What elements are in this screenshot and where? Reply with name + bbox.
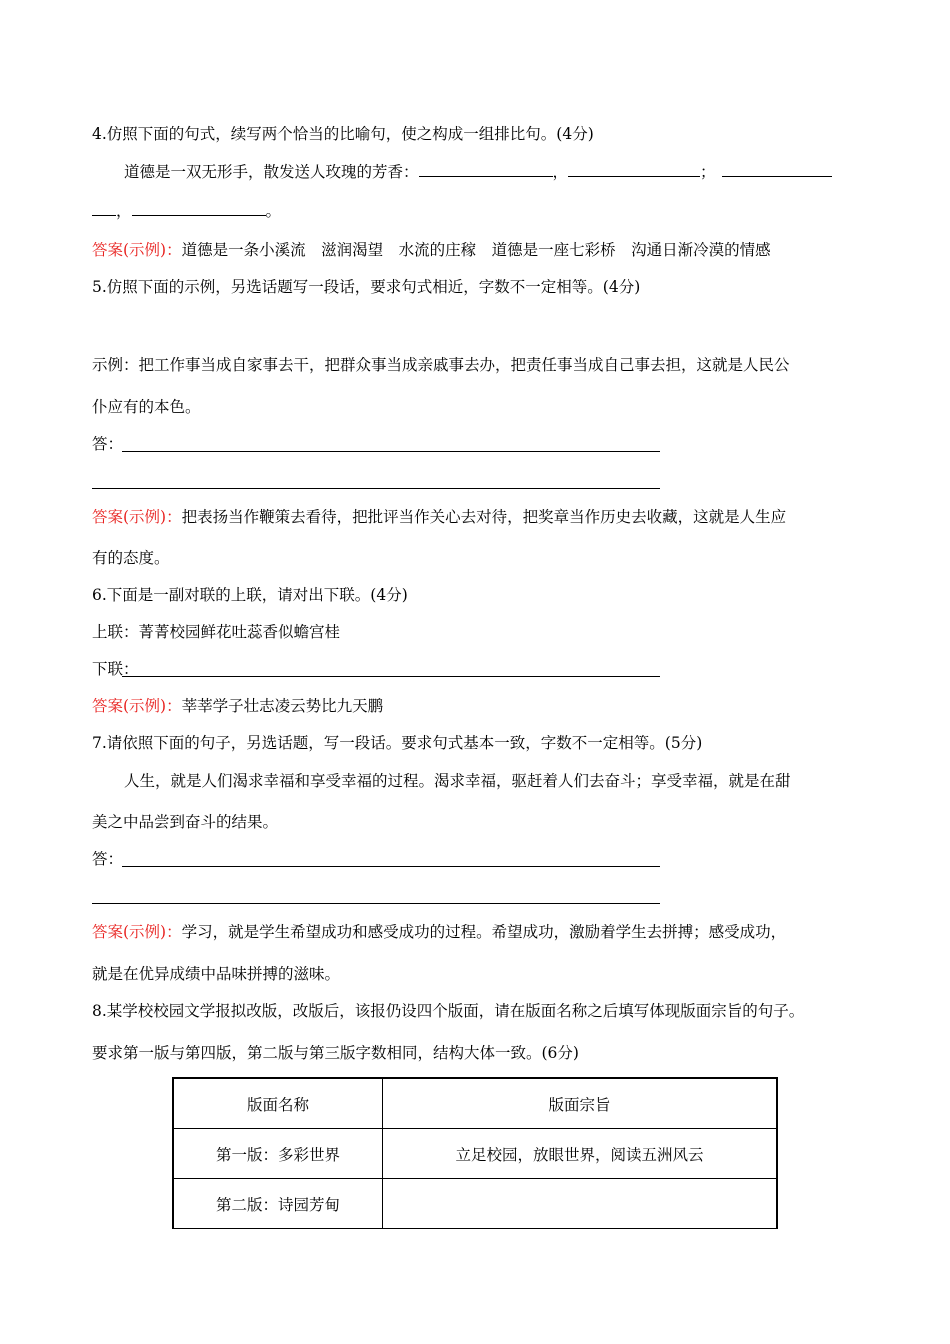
- table-header-row: [173, 1078, 777, 1129]
- q4-blank-3b[interactable]: [92, 201, 116, 216]
- q4-answer-label: 答案(示例)：: [92, 241, 182, 259]
- q4-blank-1[interactable]: [419, 162, 553, 177]
- q4-blank-4[interactable]: [132, 201, 266, 216]
- q5-answer-text-2: 有的态度。: [92, 549, 170, 567]
- q8-prompt-line-1: 8.某学校校园文学报拟改版，改版后，该报仍设四个版面，请在版面名称之后填写体现版面宗旨的句子。: [92, 1002, 805, 1020]
- q7-sample-line-1: 人生，就是人们渴求幸福和享受幸福的过程。渴求幸福，驱赶着人们去奋斗；享受幸福，就是在甜: [124, 772, 791, 790]
- q6-answer-text: 莘莘学子壮志凌云势比九天鹏: [181, 697, 384, 715]
- q7-sample-line-2: 美之中品尝到奋斗的结果。: [92, 813, 279, 831]
- q6-upper: 上联：菁菁校园鲜花吐蕊香似蟾宫桂: [92, 623, 341, 641]
- q4-stem-line-2: [92, 201, 281, 221]
- q4-sep-3: ，: [116, 202, 132, 220]
- q5-example-line-2: 仆应有的本色。: [92, 398, 201, 416]
- q5-answer-line-2[interactable]: [92, 488, 660, 489]
- q6-answer: [92, 696, 383, 716]
- q7-answer-prefix: 答：: [92, 850, 124, 868]
- q4-sep-1: ，: [552, 163, 569, 181]
- q4-answer-text: 道德是一条小溪流 滋润渴望 水流的庄稼 道德是一座七彩桥 沟通日渐冷漠的情感: [181, 241, 771, 259]
- table-row: [173, 1129, 777, 1179]
- q5-example-line-1: 示例：把工作事当成自家事去干，把群众事当成亲戚事去办，把责任事当成自己事去担，这就是人民公: [92, 356, 790, 374]
- row-2-name: 第二版：诗园芳甸: [173, 1179, 383, 1229]
- q6-lower-line[interactable]: [122, 676, 660, 677]
- row-2-purpose-blank[interactable]: [383, 1179, 778, 1229]
- q5-prompt: 5.仿照下面的示例，另选话题写一段话，要求句式相近，字数不一定相等。(4分): [92, 278, 641, 296]
- q5-answer-label: 答案(示例)：: [92, 508, 182, 526]
- q7-answer-label: 答案(示例)：: [92, 923, 182, 941]
- q7-answer-line-1[interactable]: [122, 866, 660, 867]
- q4-stem: 道德是一双无形手，散发送人玫瑰的芳香：: [124, 163, 419, 181]
- q4-prompt: 4.仿照下面的句式，续写两个恰当的比喻句，使之构成一组排比句。(4分): [92, 125, 594, 143]
- row-1-purpose: 立足校园，放眼世界，阅读五洲风云: [383, 1129, 778, 1179]
- q7-answer-line-2[interactable]: [92, 903, 660, 904]
- q4-blank-2[interactable]: [568, 162, 700, 177]
- q7-answer-text-1: 学习，就是学生希望成功和感受成功的过程。希望成功，激励着学生去拼搏；感受成功，: [181, 923, 787, 941]
- q5-answer-text-1: 把表扬当作鞭策去看待，把批评当作关心去对待，把奖章当作历史去收藏，这就是人生应: [181, 508, 787, 526]
- q7-answer-row-1: [92, 922, 786, 942]
- row-1-name: 第一版：多彩世界: [173, 1129, 383, 1179]
- table-row: [173, 1179, 777, 1229]
- q6-prompt: 6.下面是一副对联的上联，请对出下联。(4分): [92, 586, 408, 604]
- q7-answer-text-2: 就是在优异成绩中品味拼搏的滋味。: [92, 965, 341, 983]
- q5-answer-prefix: 答：: [92, 435, 124, 453]
- q6-answer-label: 答案(示例)：: [92, 697, 182, 715]
- header-purpose: 版面宗旨: [383, 1078, 778, 1129]
- q4-blank-3a[interactable]: [722, 162, 832, 177]
- header-name: 版面名称: [173, 1078, 383, 1129]
- q4-answer: [92, 240, 771, 260]
- q8-prompt-line-2: 要求第一版与第四版，第二版与第三版字数相同，结构大体一致。(6分): [92, 1044, 579, 1062]
- q4-sep-2: ；: [700, 163, 716, 181]
- q4-stem-line: [124, 162, 832, 182]
- layout-table: [172, 1077, 778, 1229]
- q6-lower-prefix: 下联：: [92, 660, 139, 678]
- q5-answer-row-1: [92, 507, 786, 527]
- q7-prompt: 7.请依照下面的句子，另选话题，写一段话。要求句式基本一致，字数不一定相等。(5分): [92, 734, 703, 752]
- q4-end: 。: [265, 202, 282, 220]
- q5-answer-line-1[interactable]: [122, 451, 660, 452]
